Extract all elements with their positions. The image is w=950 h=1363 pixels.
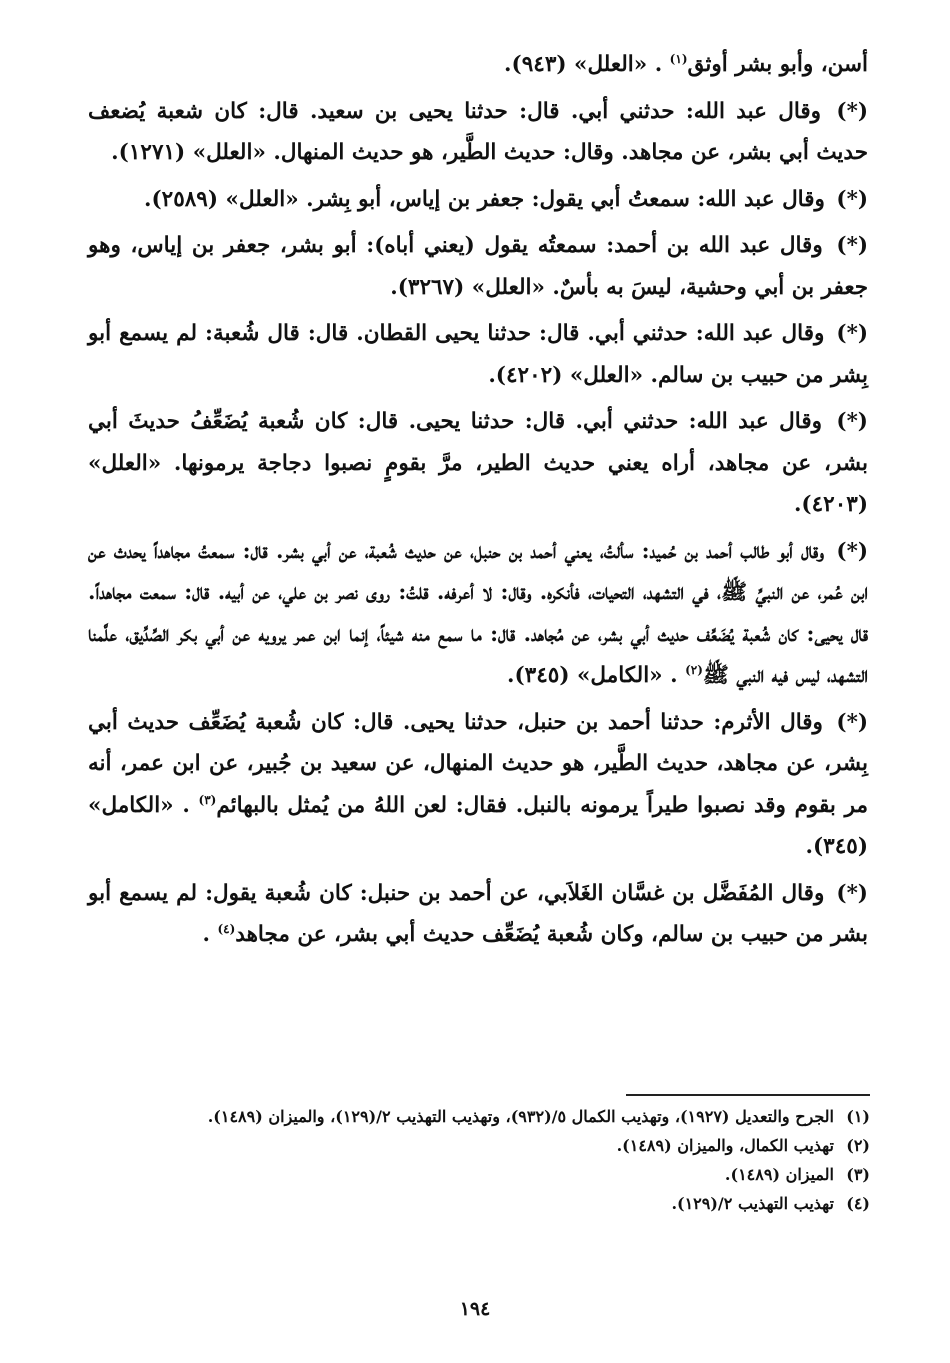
page-number: ١٩٤ (459, 1298, 491, 1320)
footnote-text: الميزان (١٤٨٩). (724, 1165, 834, 1184)
footnote-number: (٢) (846, 1136, 870, 1155)
footnote-item (88, 1103, 870, 1130)
footnote-item (88, 1132, 870, 1159)
paragraph-6 (88, 401, 868, 526)
footnote-text: تهذيب التهذيب ٢/(١٢٩). (671, 1194, 834, 1213)
paragraph-9 (88, 873, 868, 956)
entry-marker: (*) (836, 538, 868, 564)
paragraph-8 (88, 702, 868, 868)
footnote-divider (626, 1094, 870, 1096)
entry-marker: (*) (836, 233, 868, 258)
citation: . «العلل» (٩٤٣). (504, 52, 670, 77)
footnote-ref: (٢) (685, 662, 703, 677)
entry-marker: (*) (836, 98, 868, 124)
paragraph-text: وقال عبد الله: سمعتُ أبي يقول: جعفر بن إياس، أبو بِشر. «العلل» (٢٥٨٩). (143, 186, 825, 212)
main-text (88, 44, 868, 961)
footnotes (88, 1103, 870, 1219)
footnote-ref: (١) (669, 51, 688, 66)
entry-marker: (*) (836, 409, 868, 434)
citation: . (202, 922, 218, 947)
footnote-ref: (٣) (198, 792, 217, 807)
paragraph-3 (88, 179, 868, 221)
footnote-ref: (٤) (217, 921, 236, 936)
footnote-item (88, 1161, 870, 1188)
paragraph-text: وقال الأثرم: حدثنا أحمد بن حنبل، حدثنا يحيى. قال: كان شُعبة يُضَعِّف حديث أبي بِشر، عن مجاهد، حديث الطَّير، هو حديث المنهال، عن سعيد بن جُبير، عن ابن عمر، أنه مر بقوم وقد نصبوا طيراً يرمونه بالنبل. فقال: لعن اللهُ من يُمثل بالبهائم (88, 709, 869, 818)
entry-marker: (*) (836, 880, 868, 906)
paragraph-7 (88, 531, 868, 697)
entry-marker: (*) (836, 186, 868, 212)
footnote-text: تهذيب الكمال، والميزان (١٤٨٩). (616, 1136, 834, 1155)
footnote-number: (٣) (846, 1165, 870, 1184)
paragraph-text: وقال المُفَضَّل بن غسَّان الغَلاَبي، عن أحمد بن حنبل: كان شُعبة يقول: لم يسمع أبو بشر من حبيب بن سالم، وكان شُعبة يُضَعِّف حديث أبي بشر، عن مجاهد (88, 880, 868, 947)
paragraph-text: وقال عبد الله بن أحمد: سمعتُه يقول (يعني أباه): أبو بشر، جعفر بن إياس، وهو جعفر بن أبي وحشية، ليسَ به بأسٌ. «العلل» (٣٢٦٧). (88, 233, 868, 300)
paragraph-text: وقال عبد الله: حدثني أبي. قال: حدثنا يحيى بن سعيد. قال: كان شعبة يُضعف حديث أبي بشر، عن مجاهد. وقال: حديث الطَّير، هو حديث المنهال. «العلل» (١٢٧١). (88, 98, 868, 165)
entry-marker: (*) (836, 321, 868, 346)
paragraph-text: وقال أبو طالب أحمد بن حُميد: سألتُ، يعني أحمد بن حنبل، عن حديث شُعبة، عن أبي بشر. قال: سمعتُ مجاهداً يحدث عن ابن عُمر، عن النبيِّ ﷺ، في التشهد، التحيات، فأنكره. وقال: لا أعرفه. قلتُ: روى نصر بن علي، عن أبيه. قال: سمعت مجاهداً. قال يحيى: كان شُعبة يُضَعِّف حديث أبي بشر، عن مُجاهد. قال: ما سمع منه شيئاً، إنما ابن عمر يرويه عن أبي بكر الصِّدِّيق، علَّمنا التشهد، ليس فيه النبي ﷺ (88, 538, 868, 688)
entry-marker: (*) (836, 709, 868, 735)
citation: . «الكامل» (٣٤٥). (88, 792, 868, 859)
paragraph-text: وقال عبد الله: حدثني أبي. قال: حدثنا يحيى القطان. قال: قال شُعبة: لم يسمع أبو بِشر من حبيب بن سالم. «العلل» (٤٢٠٢). (88, 321, 868, 388)
paragraph-text: أسن، وأبو بشر أوثق (687, 52, 868, 77)
paragraph-1 (88, 44, 868, 86)
footnote-number: (١) (846, 1107, 870, 1126)
footnote-text: الجرح والتعديل (١٩٢٧)، وتهذيب الكمال ٥/(٩٣٢)، وتهذيب التهذيب ٢/(١٢٩)، والميزان (١٤٨٩). (207, 1107, 834, 1126)
footnote-item (88, 1190, 870, 1217)
citation: . «الكامل» (٣٤٥). (507, 663, 686, 688)
paragraph-5 (88, 313, 868, 396)
paragraph-4 (88, 225, 868, 308)
footnote-number: (٤) (846, 1194, 870, 1213)
paragraph-text: وقال عبد الله: حدثني أبي. قال: حدثنا يحيى. قال: كان شُعبة يُضَعِّفُ حديثَ أبي بشر، عن مجاهد، أراه يعني حديث الطير، مرَّ بقومٍ نصبوا دجاجة يرمونها. «العلل» (٤٢٠٣). (88, 409, 868, 517)
paragraph-2 (88, 91, 868, 174)
